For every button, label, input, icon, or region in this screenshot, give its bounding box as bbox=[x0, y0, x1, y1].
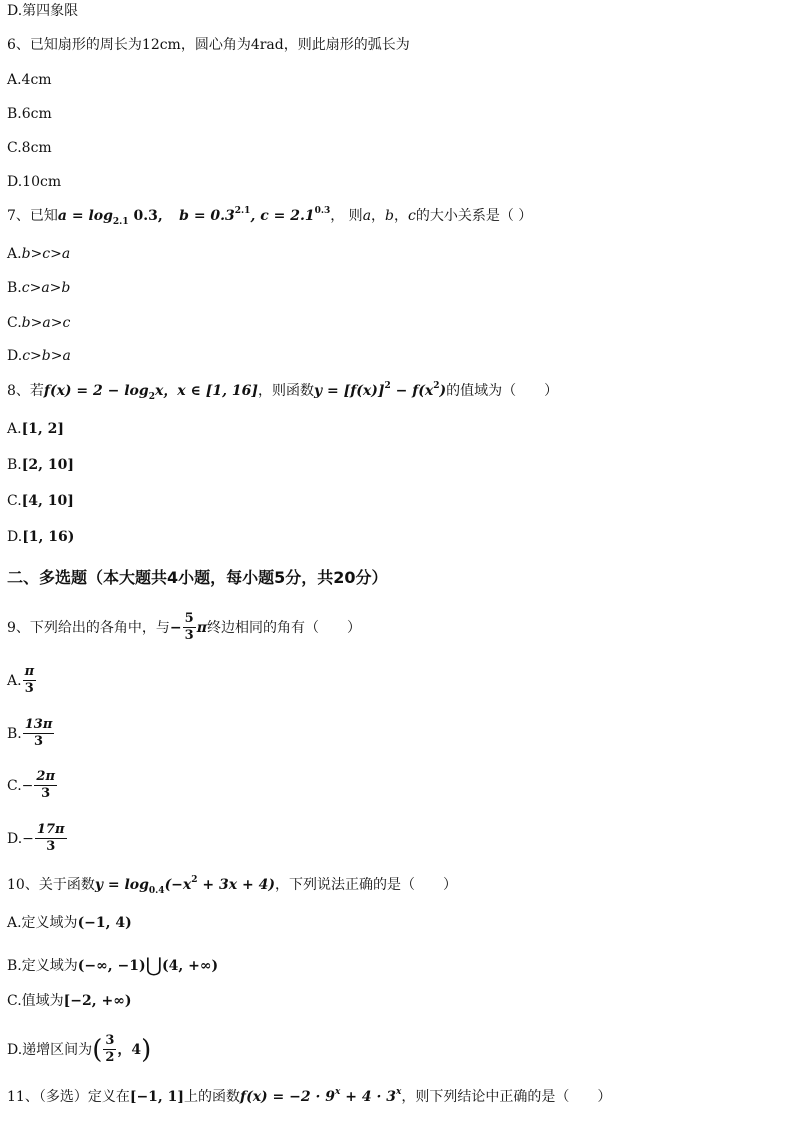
q11-stem: 11、（多选）定义在[−1, 1]上的函数$f(x) = -2 \cdot 9^x + 4 \cdot 3^x$，则下列结论中正确的是（ ） bbox=[7, 1087, 612, 1105]
q9-fraction: $\frac{5}{3}$ bbox=[184, 611, 194, 644]
section-title-multiple-choice: 二、多选题（本大题共4小题，每小题5分，共20分） bbox=[7, 568, 388, 587]
q6-stem: 6、已知扇形的周长为12cm，圆心角为4rad，则此扇形的弧长为 bbox=[7, 37, 410, 53]
q10-option-b: B.定义域为(−∞, −1)⋃(4, +∞) bbox=[7, 953, 219, 977]
q7-option-d: D.c>b>a bbox=[7, 348, 71, 364]
q8-option-b: B.[2, 10] bbox=[7, 457, 74, 473]
q8-stem: 8、若$f(x) = 2 - \log_2x$，x ∈ [1, 16]，则函数$y = [f(x)]^2 - f(x^2)$的值域为（ ） bbox=[7, 381, 559, 402]
q7-option-b: B.c>a>b bbox=[7, 280, 71, 296]
q10-option-d: D.递增区间为( $\frac{3}{2}$ ，4) bbox=[7, 1033, 152, 1066]
q10-option-c: C.值域为[−2, +∞) bbox=[7, 993, 132, 1009]
q8-option-c: C.[4, 10] bbox=[7, 493, 74, 509]
q9-option-d: D.− $\frac{17\pi}{3}$ bbox=[7, 822, 65, 855]
q9-option-c: C.− $\frac{2\pi}{3}$ bbox=[7, 769, 55, 802]
q9-option-b: B. $\frac{13\pi}{3}$ bbox=[7, 717, 53, 750]
q6-option-a: A.4cm bbox=[7, 72, 52, 88]
q6-option-c: C.8cm bbox=[7, 140, 52, 156]
q8-option-d: D.[1, 16) bbox=[7, 529, 75, 545]
q10-option-a: A.定义域为(−1, 4) bbox=[7, 915, 132, 931]
q7-option-a: A.b>c>a bbox=[7, 246, 71, 262]
q7-stem: 7、已知$a = \log_{2.1} 0.3$, $b = 0.3^{2.1}$, $c = 2.1^{0.3}$， 则a，b，c的大小关系是（ ） bbox=[7, 206, 533, 227]
q9-stem: 9、下列给出的各角中，与− $\frac{5}{3}$ π终边相同的角有（ ） bbox=[7, 611, 361, 644]
q6-option-b: B.6cm bbox=[7, 106, 52, 122]
q9-option-a: A. $\frac{\pi}{3}$ bbox=[7, 664, 35, 697]
q5-option-d: D.第四象限 bbox=[7, 3, 79, 19]
q6-option-d: D.10cm bbox=[7, 174, 62, 190]
q8-option-a: A.[1, 2] bbox=[7, 421, 65, 437]
q10-stem: 10、关于函数$y = \log_{0.4}(-x^2 + 3x + 4)$，下列说法正确的是（ ） bbox=[7, 875, 457, 896]
q7-option-c: C.b>a>c bbox=[7, 315, 71, 331]
